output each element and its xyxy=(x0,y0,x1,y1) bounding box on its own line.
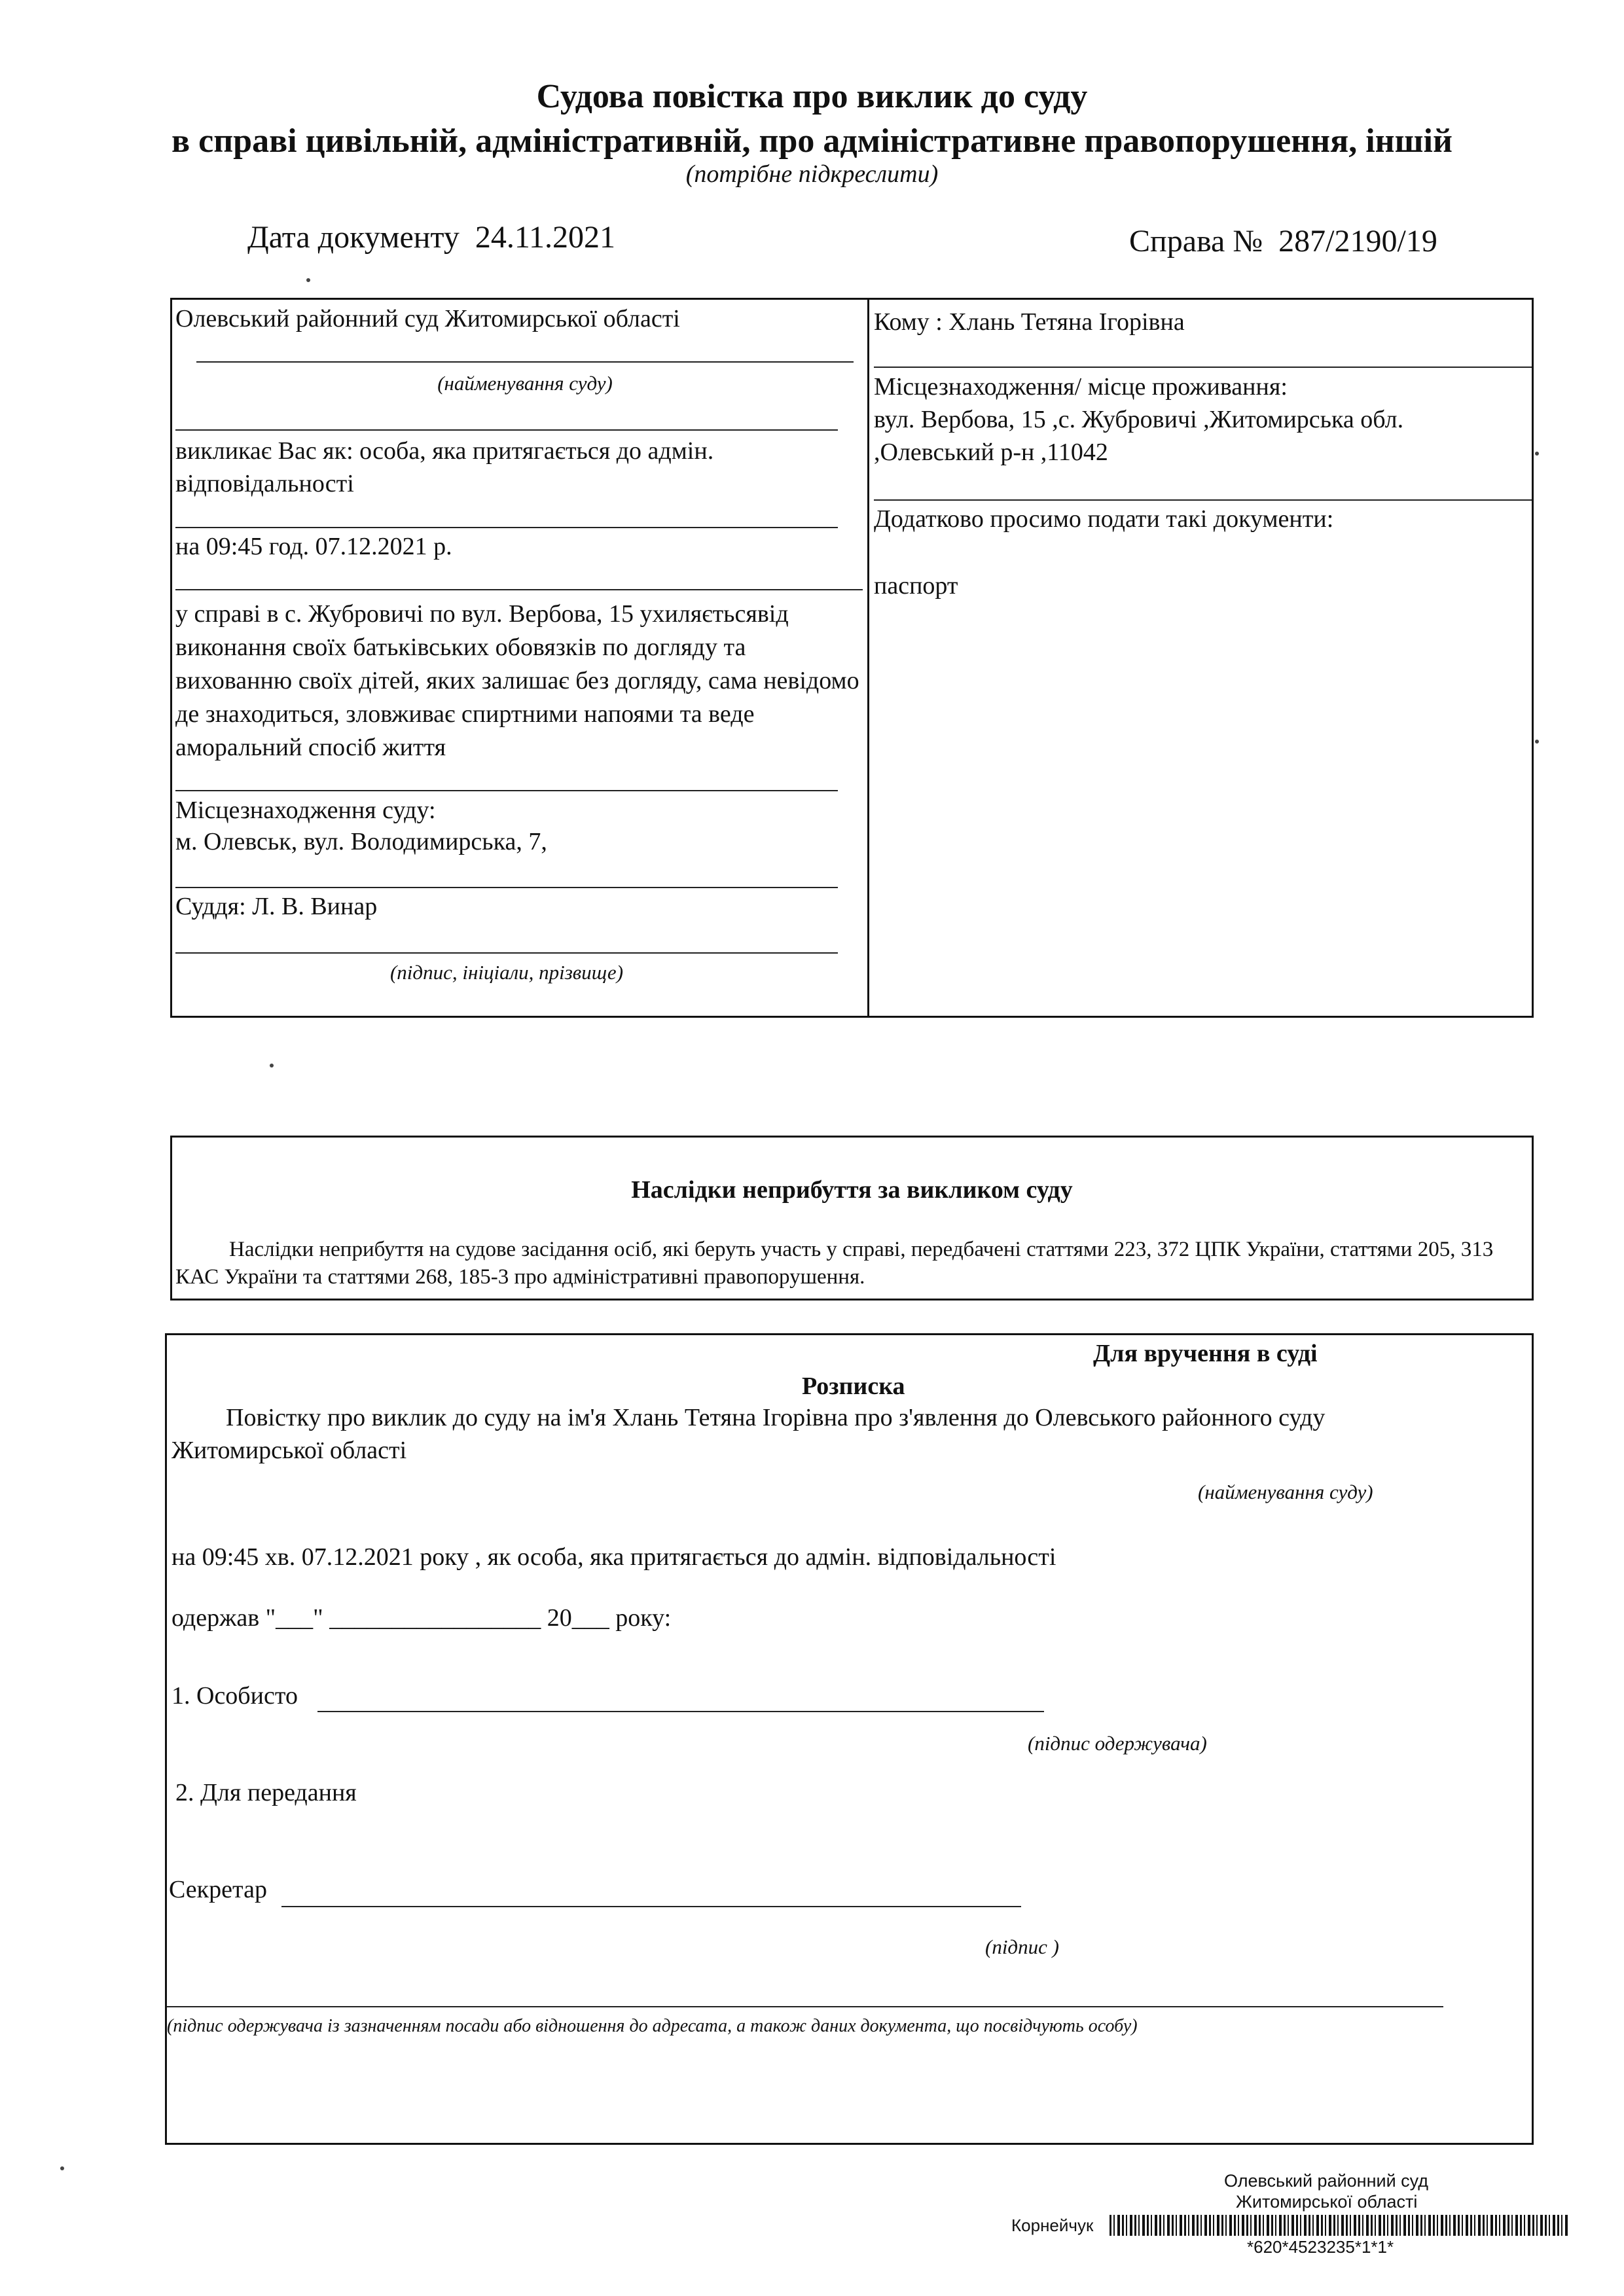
recipient: Кому : Хлань Тетяна Ігорівна xyxy=(874,308,1185,336)
case-number-label: Справа № xyxy=(1129,224,1263,259)
case-number-value: 287/2190/19 xyxy=(1278,224,1437,259)
called-as: викликає Вас як: особа, яка притягається до адмін. відповідальності xyxy=(175,437,714,497)
scan-speck xyxy=(270,1064,274,1067)
divider-line xyxy=(175,790,838,791)
document-date-label: Дата документу xyxy=(247,220,460,255)
consequences-text: Наслідки неприбуття на судове засідання осіб, які беруть участь у справі, передбачені статтями 223, 372 ЦПК України, статтями 205, 313 КАС України та статтями 268, 185-3 про адміністративні правопорушення. xyxy=(175,1238,1494,1289)
court-location-label: Місцезнаходження суду: xyxy=(175,797,436,824)
secretary-signature-hint: (підпис ) xyxy=(985,1935,1059,1958)
signature-hint: (підпис, ініціали, прізвище) xyxy=(389,961,624,984)
receipt-body-line1: Повістку про виклик до суду на ім'я Хлань Тетяна Ігорівна про з'явлення до Олевського районного суду xyxy=(226,1404,1326,1431)
personally-signature-line xyxy=(317,1711,1044,1712)
receipt-court-hint: (найменування суду) xyxy=(1198,1480,1373,1503)
extra-documents-label: Додатково просимо подати такі документи: xyxy=(874,505,1334,533)
court-name-hint: (найменування суду) xyxy=(437,372,613,395)
residence-line2: ,Олевський р-н ,11042 xyxy=(874,439,1108,466)
scan-speck xyxy=(1535,452,1539,456)
receipt-body-line2: Житомирської області xyxy=(171,1437,407,1464)
signature-line xyxy=(175,952,838,954)
secretary-label: Секретар xyxy=(169,1876,267,1903)
document-subtitle: в справі цивільній, адміністративній, про адміністративне правопорушення, іншій xyxy=(171,122,1453,160)
consequences-title: Наслідки неприбуття за викликом суду xyxy=(631,1176,1073,1204)
court-location-value: м. Олевськ, вул. Володимирська, 7, xyxy=(175,828,547,855)
court-name-line xyxy=(196,361,854,363)
scan-speck xyxy=(60,2166,64,2170)
receipt-received: одержав "___" _________________ 20___ року: xyxy=(171,1604,672,1632)
scan-speck xyxy=(1535,740,1539,744)
divider-line xyxy=(874,367,1532,368)
summons-divider xyxy=(867,298,869,1018)
clerk-name: Корнейчук xyxy=(1011,2215,1094,2235)
case-description: у справі в с. Жубровичі по вул. Вербова, 15 ухиляєтьсявід виконання своїх батьківських обовязків по догляду та вихованню своїх дітей, яких залишає без догляду, сама невідомо де знаходиться, зловживає спиртними напоями та веде аморальний спосіб життя xyxy=(175,600,859,761)
divider-line xyxy=(175,589,863,590)
receipt-appearance: на 09:45 хв. 07.12.2021 року , як особа, яка притягається до адмін. відповідальності xyxy=(171,1543,1056,1571)
document-date xyxy=(247,219,615,255)
receipt-corner-label: Для вручення в суді xyxy=(1093,1340,1318,1367)
receipt-title: Розписка xyxy=(802,1372,905,1400)
personally-label: 1. Особисто xyxy=(171,1682,298,1710)
footer-hint: (підпис одержувача із зазначенням посади або відношення до адресата, а також даних документа, що посвідчують особу) xyxy=(167,2016,1138,2036)
residence-line1: вул. Вербова, 15 ,с. Жубровичі ,Житомирська обл. xyxy=(874,406,1404,433)
recipient-signature-hint: (підпис одержувача) xyxy=(1028,1732,1207,1755)
divider-line xyxy=(175,429,838,431)
appearance-time: на 09:45 год. 07.12.2021 р. xyxy=(175,533,452,560)
extra-documents-value: паспорт xyxy=(874,572,958,600)
residence-label: Місцезнаходження/ місце проживання: xyxy=(874,373,1288,401)
title-hint: (потрібне підкреслити) xyxy=(685,160,939,188)
judge: Суддя: Л. В. Винар xyxy=(175,893,378,920)
divider-line xyxy=(874,499,1532,501)
barcode-number: *620*4523235*1*1* xyxy=(1247,2237,1394,2257)
barcode xyxy=(1110,2215,1568,2236)
court-name: Олевський районний суд Житомирської області xyxy=(175,305,680,332)
divider-line xyxy=(175,887,838,888)
for-transfer-label: 2. Для передання xyxy=(175,1779,357,1806)
scan-speck xyxy=(306,278,310,282)
document-title: Судова повістка про виклик до суду xyxy=(536,78,1088,115)
stamp-court-line2: Житомирської області xyxy=(1236,2192,1418,2212)
case-number xyxy=(1129,223,1437,259)
document-date-value: 24.11.2021 xyxy=(475,220,616,255)
footer-signature-line xyxy=(167,2006,1443,2007)
divider-line xyxy=(175,527,838,528)
stamp-court-line1: Олевський районний суд xyxy=(1224,2171,1429,2191)
secretary-signature-line xyxy=(281,1906,1021,1907)
